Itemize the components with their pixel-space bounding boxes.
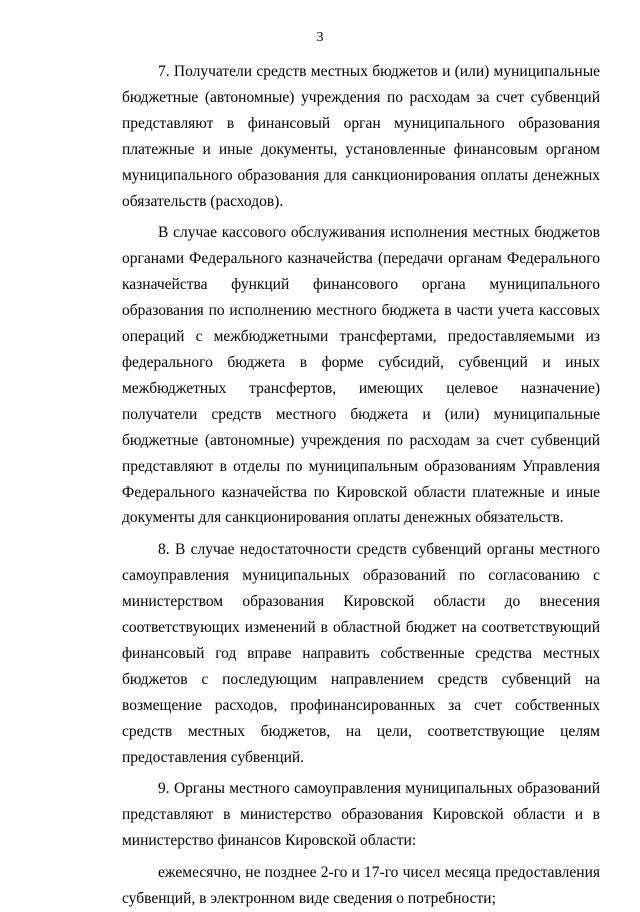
- paragraph-7: 7. Получатели средств местных бюджетов и (или) муниципальные бюджетные (автономные) учреждения по расходам за счет субвенций представляют в финансовый орган муниципального образования платежные и иные документы, установленные финансовым органом муниципального образования для санкционирования оплаты денежных обязательств (расходов).: [122, 63, 600, 210]
- paragraph-9: 9. Органы местного самоуправления муниципальных образований представляют в министерство образования Кировской области и в министерство финансов Кировской области:: [122, 780, 600, 850]
- paragraph-treasury-servicing: В случае кассового обслуживания исполнения местных бюджетов органами Федерального казначейства (передачи органам Федерального казначейства функций финансового органа муниципального образования по исполнению местного бюджета в части учета кассовых операций с межбюджетными трансфертами, предоставляемыми из федерального бюджета в форме субсидий, субвенций и иных межбюджетных трансфертов, имеющих целевое назначение) получатели средств местного бюджета и (или) муниципальные бюджетные (автономные) учреждения по расходам за счет субвенций представляют в отделы по муниципальным образованиям Управления Федерального казначейства по Кировской области платежные и иные документы для санкционирования оплаты денежных обязательств.: [122, 224, 600, 527]
- paragraph-8: 8. В случае недостаточности средств субвенций органы местного самоуправления муниципальных образований по согласованию с министерством образования Кировской области до внесения соответствующих изменений в областной бюджет на соответствующий финансовый год вправе направить собственные средства местных бюджетов с последующим направлением средств субвенций на возмещение расходов, профинансированных за счет собственных средств местных бюджетов, на цели, соответствующие целям предоставления субвенций.: [122, 541, 600, 766]
- document-body: [122, 59, 600, 912]
- paragraph-monthly-report: ежемесячно, не позднее 2-го и 17-го чисел месяца предоставления субвенций, в электронном виде сведения о потребности;: [122, 864, 600, 908]
- page-number: 3: [316, 30, 324, 45]
